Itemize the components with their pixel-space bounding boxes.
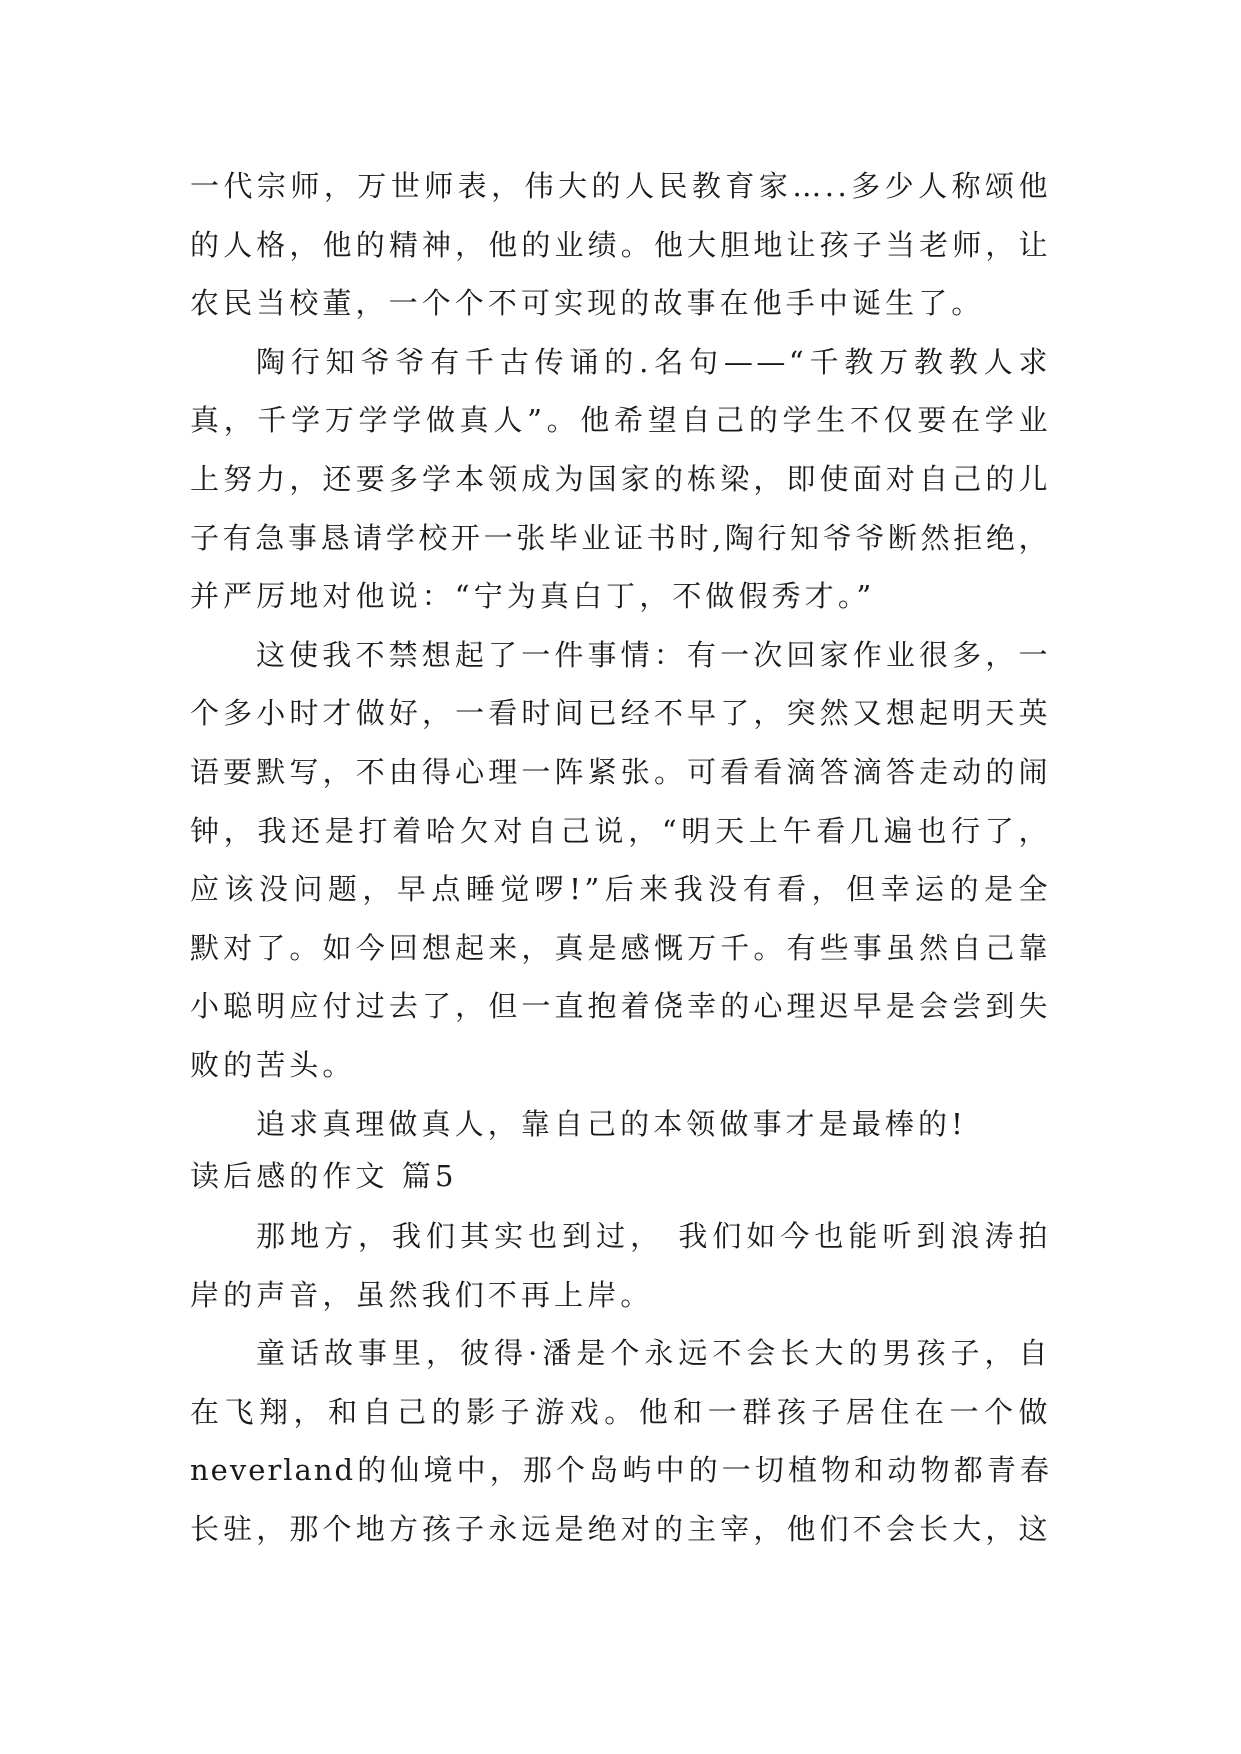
text-line: 子有急事恳请学校开一张毕业证书时,陶行知爷爷断然拒绝， [190,520,1051,555]
document-body [190,157,1051,1559]
text-line: 上努力，还要多学本领成为国家的栋梁，即使面对自己的儿 [190,461,1051,496]
text-line: 这使我不禁想起了一件事情：有一次回家作业很多，一 [256,637,1051,672]
text-line: 应该没问题，早点睡觉啰!”后来我没有看，但幸运的是全 [190,872,1051,907]
text-line: 长驻，那个地方孩子永远是绝对的主宰，他们不会长大，这 [190,1512,1051,1547]
paragraph [190,626,1051,1095]
text-line: 的人格，他的精神，他的业绩。他大胆地让孩子当老师，让 [190,227,1051,262]
text-line: 小聪明应付过去了，但一直抱着侥幸的心理迟早是会尝到失 [190,989,1051,1024]
text-line: 钟，我还是打着哈欠对自己说，“明天上午看几遍也行了， [190,813,1051,848]
section-heading: 读后感的作文 篇5 [190,1159,458,1194]
text-line: 在飞翔，和自己的影子游戏。他和一群孩子居住在一个做 [190,1394,1051,1429]
text-line: neverland的仙境中，那个岛屿中的一切植物和动物都青春 [190,1453,1051,1488]
text-line: 并严厉地对他说：“宁为真白丁，不做假秀才。” [190,579,876,614]
text-line: 语要默写，不由得心理一阵紧张。可看看滴答滴答走动的闹 [190,754,1051,789]
text-line: 追求真理做真人，靠自己的本领做事才是最棒的! [256,1106,967,1141]
text-line: 一代宗师，万世师表，伟大的人民教育家…..多少人称颂他 [190,169,1051,203]
text-line: 那地方，我们其实也到过， 我们如今也能听到浪涛拍 [256,1219,1051,1254]
text-line: 农民当校董，一个个不可实现的故事在他手中诞生了。 [190,286,985,321]
text-line: 败的苦头。 [190,1047,356,1082]
paragraph [190,1324,1051,1558]
paragraph [190,157,1051,333]
text-line: 个多小时才做好，一看时间已经不早了，突然又想起明天英 [190,696,1051,731]
text-line: 真，千学万学学做真人”。他希望自己的学生不仅要在学业 [190,403,1051,438]
text-line: 默对了。如今回想起来，真是感慨万千。有些事虽然自己靠 [190,930,1051,965]
text-line: 童话故事里，彼得·潘是个永远不会长大的男孩子，自 [256,1336,1051,1371]
text-line: 陶行知爷爷有千古传诵的.名句——“千教万教教人求 [256,344,1051,379]
paragraph [190,1207,1051,1324]
paragraph [190,333,1051,626]
text-line: 岸的声音，虽然我们不再上岸。 [190,1277,654,1312]
paragraph [190,1095,1051,1154]
